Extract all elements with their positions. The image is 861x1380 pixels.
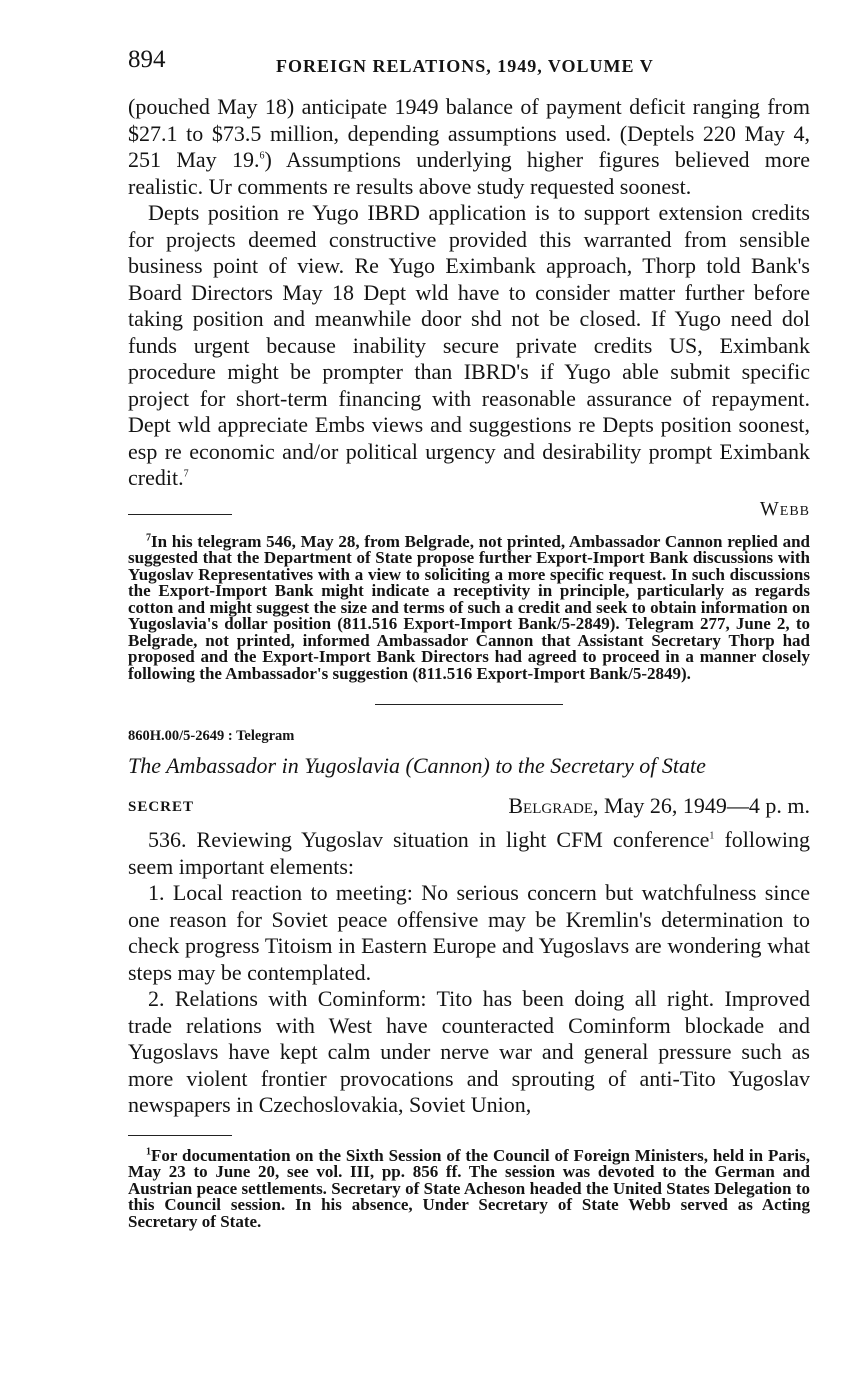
footnote-1: $^1$For documentation on the Sixth Session of the Council of Foreign Ministers, held in Paris, May 23 to June 20, see vol. III, pp. 856 ff. The session was devoted to the German and Austrian peace settlements. Secretary of State Acheson headed the United States Delegation to this Council session. In his absence, Under Secretary of State Webb served as Acting Secretary of State. xyxy=(128,1145,810,1231)
dateline-place: Belgrade, xyxy=(508,793,599,818)
footnote-marker: 6 xyxy=(259,150,265,162)
footnote-marker: 1 xyxy=(709,830,715,842)
footnote-divider xyxy=(128,514,232,515)
point-cominform-relations: 2. Relations with Cominform: Tito has been doing all right. Improved trade relations with West have counteracted Cominform blockade and Yugoslavs have kept calm under nerve war and general pressure such as more violent frontier provocations and sprouting of anti-Tito Yugoslav newspapers in Czechoslovakia, Soviet Union, xyxy=(128,986,810,1117)
dateline-date: May 26, 1949—4 p. m. xyxy=(598,793,810,818)
footnote-divider xyxy=(128,1135,232,1136)
page-header xyxy=(128,44,808,80)
continuation-paragraph: (pouched May 18) anticipate 1949 balance of payment deficit ranging from $27.1 to $73.5 million, depending assumptions used. (Deptels 220 May 4, 251 May 19.$^6$) Assumptions underlying higher figures believed more realistic. Ur comments re results above study requested soonest. xyxy=(128,94,810,199)
document-title: The Ambassador in Yugoslavia (Cannon) to the Secretary of State xyxy=(128,753,706,778)
telegram-intro: 536. Reviewing Yugoslav situation in light CFM conference$^1$ following seem important elements: xyxy=(128,827,810,879)
dateline xyxy=(508,793,810,819)
signature-row xyxy=(128,498,810,534)
footnote-marker: 7 xyxy=(146,531,151,543)
footnote-marker: 1 xyxy=(146,1145,151,1157)
main-text xyxy=(128,94,810,1230)
file-reference: 860H.00/5-2649 : Telegram xyxy=(128,728,295,744)
point-local-reaction: 1. Local reaction to meeting: No serious concern but watchfulness since one reason for Soviet peace offensive may be Kremlin's determination to check progress Titoism in Eastern Europe and Yugoslavs are wondering what steps may be contemplated. xyxy=(128,880,810,985)
footnote-marker: 7 xyxy=(183,468,189,480)
signature: Webb xyxy=(759,497,810,520)
page-number: 894 xyxy=(128,46,166,73)
position-paragraph: Depts position re Yugo IBRD application is to support extension credits for projects deemed constructive provided this warranted from sensible business point of view. Re Yugo Eximbank approach, Thorp told Bank's Board Directors May 18 Dept wld have to consider matter further before taking position and meanwhile door shd not be closed. If Yugo need dol funds urgent because inability secure private credits US, Eximbank procedure might be prompter than IBRD's if Yugo able submit specific project for short-term financing with reasonable assurance of repayment. Dept wld appreciate Embs views and suggestions re Depts position soonest, esp re economic and/or political urgency and desirability prompt Eximbank credit.$^7$ xyxy=(128,200,810,490)
classification-label: SECRET xyxy=(128,799,195,815)
footnote-7: $^7$In his telegram 546, May 28, from Belgrade, not printed, Ambassador Cannon replied and suggested that the Department of State propose further Export-Import Bank discussions with Yugoslav Representatives with a view to soliciting a more specific request. In such discussions the Export-Import Bank might indicate a receptivity in principle, particularly as regards cotton and might suggest the size and terms of such a credit and seek to obtain information on Yugoslavia's dollar position (811.516 Export-Import Bank/5-2849). Telegram 277, June 2, to Belgrade, not printed, informed Ambassador Cannon that Assistant Secretary Thorp had proposed and the Export-Import Bank Directors had agreed to proceed in a manner closely following the Ambassador's suggestion (811.516 Export-Import Bank/5-2849). xyxy=(128,531,810,683)
running-head: FOREIGN RELATIONS, 1949, VOLUME V xyxy=(276,56,654,76)
dateline-row xyxy=(128,793,810,827)
section-divider xyxy=(375,704,563,705)
